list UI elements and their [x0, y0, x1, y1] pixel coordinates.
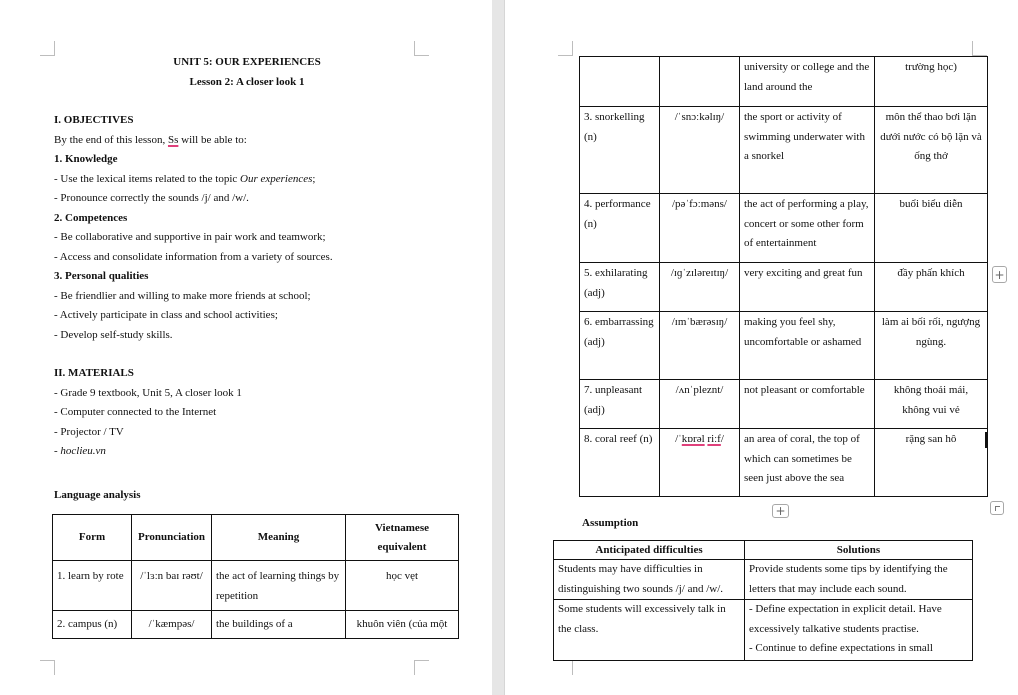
spellcheck-flag[interactable]: riːf	[707, 433, 721, 445]
cell-pronunciation[interactable]: /ˈlɜːn baɪ rəʊt/	[132, 561, 212, 611]
cell-form[interactable]: 5. exhilarating (adj)	[580, 263, 660, 312]
crop-mark-bottom-left	[558, 660, 573, 675]
plus-icon: +	[994, 268, 1005, 282]
assumption-heading: Assumption	[582, 517, 639, 529]
cell-meaning[interactable]: very exciting and great fun	[740, 263, 875, 312]
personal-qualities-heading: 3. Personal qualities	[54, 270, 149, 282]
personal-qualities-item: - Actively participate in class and school activities;	[54, 309, 278, 321]
knowledge-item	[54, 172, 315, 186]
cell-pronunciation[interactable]: /ɪmˈbærəsɪŋ/	[660, 312, 740, 380]
crop-mark-top-left	[558, 41, 573, 56]
plus-icon: +	[775, 504, 786, 518]
objectives-heading: I. OBJECTIVES	[54, 114, 134, 126]
pron-prefix: /ˈ	[675, 433, 682, 445]
cell-meaning[interactable]: making you feel shy, uncomfortable or ashamed	[740, 312, 875, 380]
materials-item-prefix: -	[54, 445, 61, 457]
spellcheck-flag[interactable]: kɒrəl	[681, 433, 705, 445]
page-gap	[492, 0, 505, 695]
knowledge-item-end: ;	[312, 173, 316, 185]
cell-meaning[interactable]: the buildings of a	[212, 611, 346, 639]
cell-meaning[interactable]: the sport or activity of swimming underwater with a snorkel	[740, 107, 875, 194]
competences-item: - Be collaborative and supportive in pair work and teamwork;	[54, 231, 326, 243]
cell-difficulty[interactable]: Students may have difficulties in distinguishing two sounds /j/ and /w/.	[554, 560, 745, 600]
personal-qualities-item: - Develop self-study skills.	[54, 329, 173, 341]
solution-line: - Define expectation in explicit detail. Have excessively talkative students practise.	[749, 603, 942, 635]
competences-heading: 2. Competences	[54, 212, 128, 224]
table-row	[580, 263, 988, 312]
intro-text-end: will be able to:	[178, 134, 247, 146]
lesson-subtitle: Lesson 2: A closer look 1	[189, 76, 305, 88]
cell-meaning[interactable]: an area of coral, the top of which can sometimes be seen just above the sea	[740, 429, 875, 497]
cell-pronunciation[interactable]: /ˈsnɔːkəlɪŋ/	[660, 107, 740, 194]
cell-vietnamese[interactable]: môn thể thao bơi lặn dưới nước có bộ lặn và ống thở	[875, 107, 988, 194]
table-resize-handle[interactable]	[990, 501, 1004, 515]
table-row	[580, 107, 988, 194]
cell-vietnamese[interactable]: khuôn viên (của một	[346, 611, 459, 639]
cell-form[interactable]: 4. performance (n)	[580, 194, 660, 263]
text-cursor	[985, 432, 988, 448]
header-meaning: Meaning	[212, 515, 346, 561]
cell-vietnamese[interactable]: làm ai bối rối, ngượng ngùng.	[875, 312, 988, 380]
table-row	[580, 429, 988, 497]
cell-pronunciation[interactable]: /ʌnˈpleznt/	[660, 380, 740, 429]
crop-mark-bottom-left	[40, 660, 55, 675]
cell-vietnamese[interactable]: rặng san hô	[875, 429, 988, 497]
table-row	[580, 380, 988, 429]
language-analysis-table	[52, 514, 459, 639]
cell-form[interactable]: 1. learn by rote	[53, 561, 132, 611]
table-header-row	[554, 541, 973, 560]
document-title: UNIT 5: OUR EXPERIENCES	[173, 56, 321, 68]
cell-vietnamese[interactable]: trường học)	[875, 57, 988, 107]
header-difficulties: Anticipated difficulties	[554, 541, 745, 560]
cell-meaning[interactable]: not pleasant or comfortable	[740, 380, 875, 429]
assumption-table	[553, 540, 973, 661]
cell-pronunciation[interactable]	[660, 57, 740, 107]
cell-form[interactable]	[580, 57, 660, 107]
materials-heading: II. MATERIALS	[54, 367, 134, 379]
cell-vietnamese[interactable]: không thoải mái, không vui vẻ	[875, 380, 988, 429]
table-row	[554, 600, 973, 661]
materials-item: - Computer connected to the Internet	[54, 406, 217, 418]
document-page-left	[0, 0, 492, 695]
header-vietnamese: Vietnamese equivalent	[346, 515, 459, 561]
materials-item	[54, 444, 106, 458]
knowledge-item: - Pronounce correctly the sounds /j/ and /w/.	[54, 192, 249, 204]
cell-form[interactable]: 2. campus (n)	[53, 611, 132, 639]
cell-form[interactable]: 6. embarrassing (adj)	[580, 312, 660, 380]
materials-link-hoclieu: hoclieu.vn	[60, 445, 106, 457]
cell-difficulty[interactable]: Some students will excessively talk in the class.	[554, 600, 745, 661]
knowledge-item-text: - Use the lexical items related to the topic	[54, 173, 241, 185]
cell-pronunciation[interactable]: /pəˈfɔːməns/	[660, 194, 740, 263]
cell-meaning[interactable]: the act of performing a play, concert or some other form of entertainment	[740, 194, 875, 263]
cell-form[interactable]: 3. snorkelling (n)	[580, 107, 660, 194]
table-row	[53, 561, 459, 611]
cell-pronunciation[interactable]	[660, 429, 740, 497]
cell-solution[interactable]	[745, 600, 973, 661]
personal-qualities-item: - Be friendlier and willing to make more friends at school;	[54, 290, 311, 302]
competences-item: - Access and consolidate information from a variety of sources.	[54, 251, 333, 263]
table-row	[580, 194, 988, 263]
cell-vietnamese[interactable]: đầy phấn khích	[875, 263, 988, 312]
cell-pronunciation[interactable]: /ɪɡˈzɪləreɪtɪŋ/	[660, 263, 740, 312]
knowledge-item-topic: Our experiences	[240, 173, 313, 185]
solution-line: - Continue to define expectations in small	[749, 642, 933, 654]
pron-suffix: /	[720, 433, 724, 445]
intro-text: By the end of this lesson,	[54, 134, 168, 146]
cell-form[interactable]: 7. unpleasant (adj)	[580, 380, 660, 429]
add-row-button[interactable]	[772, 504, 789, 518]
header-solutions: Solutions	[745, 541, 973, 560]
header-form: Form	[53, 515, 132, 561]
cell-vietnamese[interactable]: buổi biểu diễn	[875, 194, 988, 263]
table-row	[53, 611, 459, 639]
materials-item: - Projector / TV	[54, 426, 124, 438]
crop-mark-bottom-right	[414, 660, 429, 675]
table-row	[580, 57, 988, 107]
crop-mark-top-right	[972, 41, 987, 56]
spellcheck-flag[interactable]: Ss	[167, 134, 179, 146]
crop-mark-top-left	[40, 41, 55, 56]
objectives-intro	[54, 133, 247, 147]
cell-vietnamese[interactable]: học vẹt	[346, 561, 459, 611]
cell-meaning[interactable]: university or college and the land around the	[740, 57, 875, 107]
table-header-row	[53, 515, 459, 561]
table-row	[554, 560, 973, 600]
materials-item: - Grade 9 textbook, Unit 5, A closer look 1	[54, 387, 242, 399]
header-pronunciation: Pronunciation	[132, 515, 212, 561]
crop-mark-top-right	[414, 41, 429, 56]
cell-meaning[interactable]: the act of learning things by repetition	[212, 561, 346, 611]
cell-solution[interactable]: Provide students some tips by identifying the letters that may include each sound.	[745, 560, 973, 600]
table-row	[580, 312, 988, 380]
cell-pronunciation[interactable]: /ˈkæmpəs/	[132, 611, 212, 639]
vocabulary-table-continued	[579, 56, 988, 497]
cell-form[interactable]: 8. coral reef (n)	[580, 429, 660, 497]
add-column-button[interactable]	[992, 266, 1007, 283]
language-analysis-heading: Language analysis	[54, 489, 141, 501]
knowledge-heading: 1. Knowledge	[54, 153, 118, 165]
